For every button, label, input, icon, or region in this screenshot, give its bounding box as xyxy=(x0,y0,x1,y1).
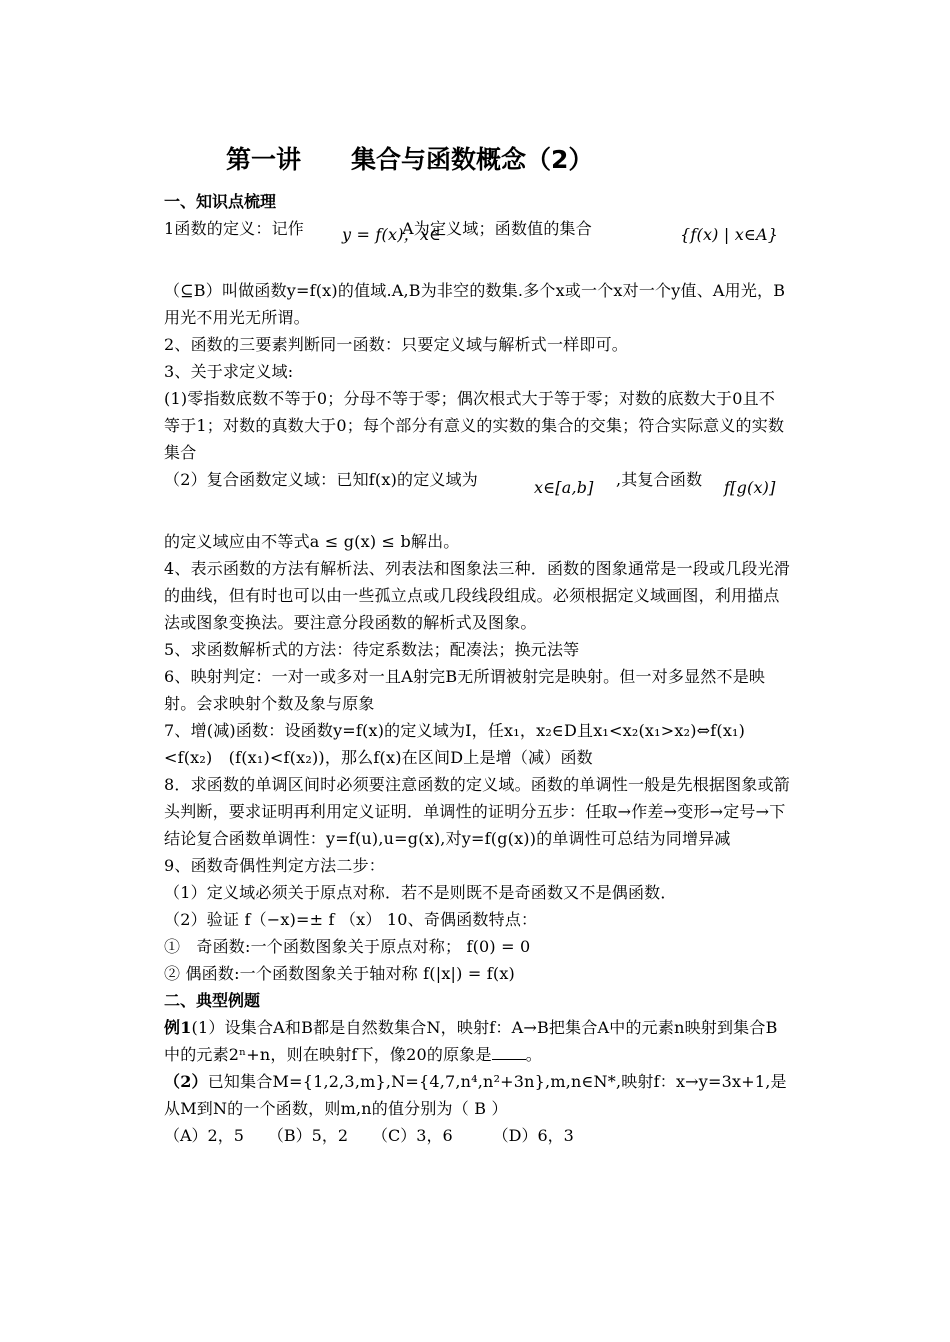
paragraph-analytic-methods: 5、求函数解析式的方法：待定系数法；配凑法；换元法等 xyxy=(164,640,580,659)
text: 1函数的定义：记作 xyxy=(164,219,304,238)
section-heading-knowledge: 一、知识点梳理 xyxy=(164,192,277,211)
paragraph-domain-heading: 3、关于求定义域: xyxy=(164,362,294,381)
text: ,其复合函数 xyxy=(616,470,703,489)
paragraph-domain-rules: (1)零指数底数不等于0；分母不等于零；偶次根式大于等于零；对数的底数大于0且不等于1；对数的真数大于0；每个部分有意义的实数的集合的交集；符合实际意义的实数集合 xyxy=(164,389,785,462)
paragraph-function-definition xyxy=(164,215,790,277)
paragraph-mapping: 6、映射判定：一对一或多对一且A射完B无所谓被射完是映射。但一对多显然不是映射。会求映射个数及象与原象 xyxy=(164,667,766,713)
text: 。 xyxy=(525,1045,542,1064)
formula: f[g(x)] xyxy=(724,478,776,497)
paragraph-composite-domain xyxy=(164,466,790,528)
text: (1）设集合A和B都是自然数集合N，映射f：A→B把集合A中的元素n映射到集合B中的元素2ⁿ+n，则在映射f下，像20的原象是 xyxy=(164,1018,778,1064)
example-1-part-1 xyxy=(164,1014,790,1068)
paragraph-even-function: ② 偶函数:一个函数图象关于轴对称 f(|x|) = f(x) xyxy=(164,964,515,983)
paragraph-three-elements: 2、函数的三要素判断同一函数：只要定义域与解析式一样即可。 xyxy=(164,335,628,354)
formula: {f(x) | x∈A} xyxy=(680,225,779,244)
answer-blank xyxy=(492,1045,526,1060)
paragraph-odd-function: ① 奇函数:一个函数图象关于原点对称； f(0) = 0 xyxy=(164,937,531,956)
paragraph-inequality: 的定义域应由不等式a ≤ g(x) ≤ b解出。 xyxy=(164,532,460,551)
text: A为定义域；函数值的集合 xyxy=(402,219,592,238)
paragraph-parity-2: （2）验证 f（−x)=± f （x） 10、奇偶函数特点： xyxy=(164,910,538,929)
paragraph-range: （⊆B）叫做函数y=f(x)的值域.A,B为非空的数集.多个x或一个x对一个y值、A用光，B用光不用光无所谓。 xyxy=(164,281,786,327)
document-page xyxy=(164,140,790,1149)
page-title: 第一讲 集合与函数概念（2） xyxy=(226,145,594,174)
text: （2）复合函数定义域：已知f(x)的定义域为 xyxy=(164,470,479,489)
example-part-label: （2） xyxy=(164,1072,208,1091)
example-label: 例1 xyxy=(164,1018,192,1037)
example-1-part-2 xyxy=(164,1068,790,1122)
paragraph-parity: 9、函数奇偶性判定方法二步： xyxy=(164,856,385,875)
text: 已知集合M={1,2,3,m},N={4,7,n⁴,n²+3n},m,n∈N*,映射f：x→y=3x+1,是从M到N的一个函数，则m,n的值分别为（ B ） xyxy=(164,1072,787,1118)
paragraph-monotonic-interval: 8．求函数的单调区间时必须要注意函数的定义域。函数的单调性一般是先根据图象或箭头判断，要求证明再利用定义证明．单调性的证明分五步：任取→作差→变形→定号→下结论复合函数单调性：y=f(u),u=g(x),对y=f(g(x))的单调性可总结为同增异减 xyxy=(164,775,790,848)
paragraph-monotonic: 7、增(减)函数：设函数y=f(x)的定义域为I，任x₁，x₂∈D且x₁<x₂(x₁>x₂)⇔f(x₁)<f(x₂) (f(x₁)<f(x₂))，那么f(x)在区间D上是增（减）函数 xyxy=(164,721,746,767)
section-heading-examples: 二、典型例题 xyxy=(164,991,261,1010)
answer-choices: （A）2，5 （B）5，2 （C）3，6 （D）6，3 xyxy=(164,1126,574,1145)
formula: y = f(x)，x∈ xyxy=(342,225,442,244)
paragraph-representation: 4、表示函数的方法有解析法、列表法和图象法三种．函数的图象通常是一段或几段光滑的曲线，但有时也可以由一些孤立点或几段线段组成。必须根据定义域画图，利用描点法或图象变换法。要注意分段函数的解析式及图象。 xyxy=(164,559,790,632)
paragraph-parity-1: （1）定义域必须关于原点对称．若不是则既不是奇函数又不是偶函数． xyxy=(164,883,677,902)
formula: x∈[a,b] xyxy=(534,478,594,497)
